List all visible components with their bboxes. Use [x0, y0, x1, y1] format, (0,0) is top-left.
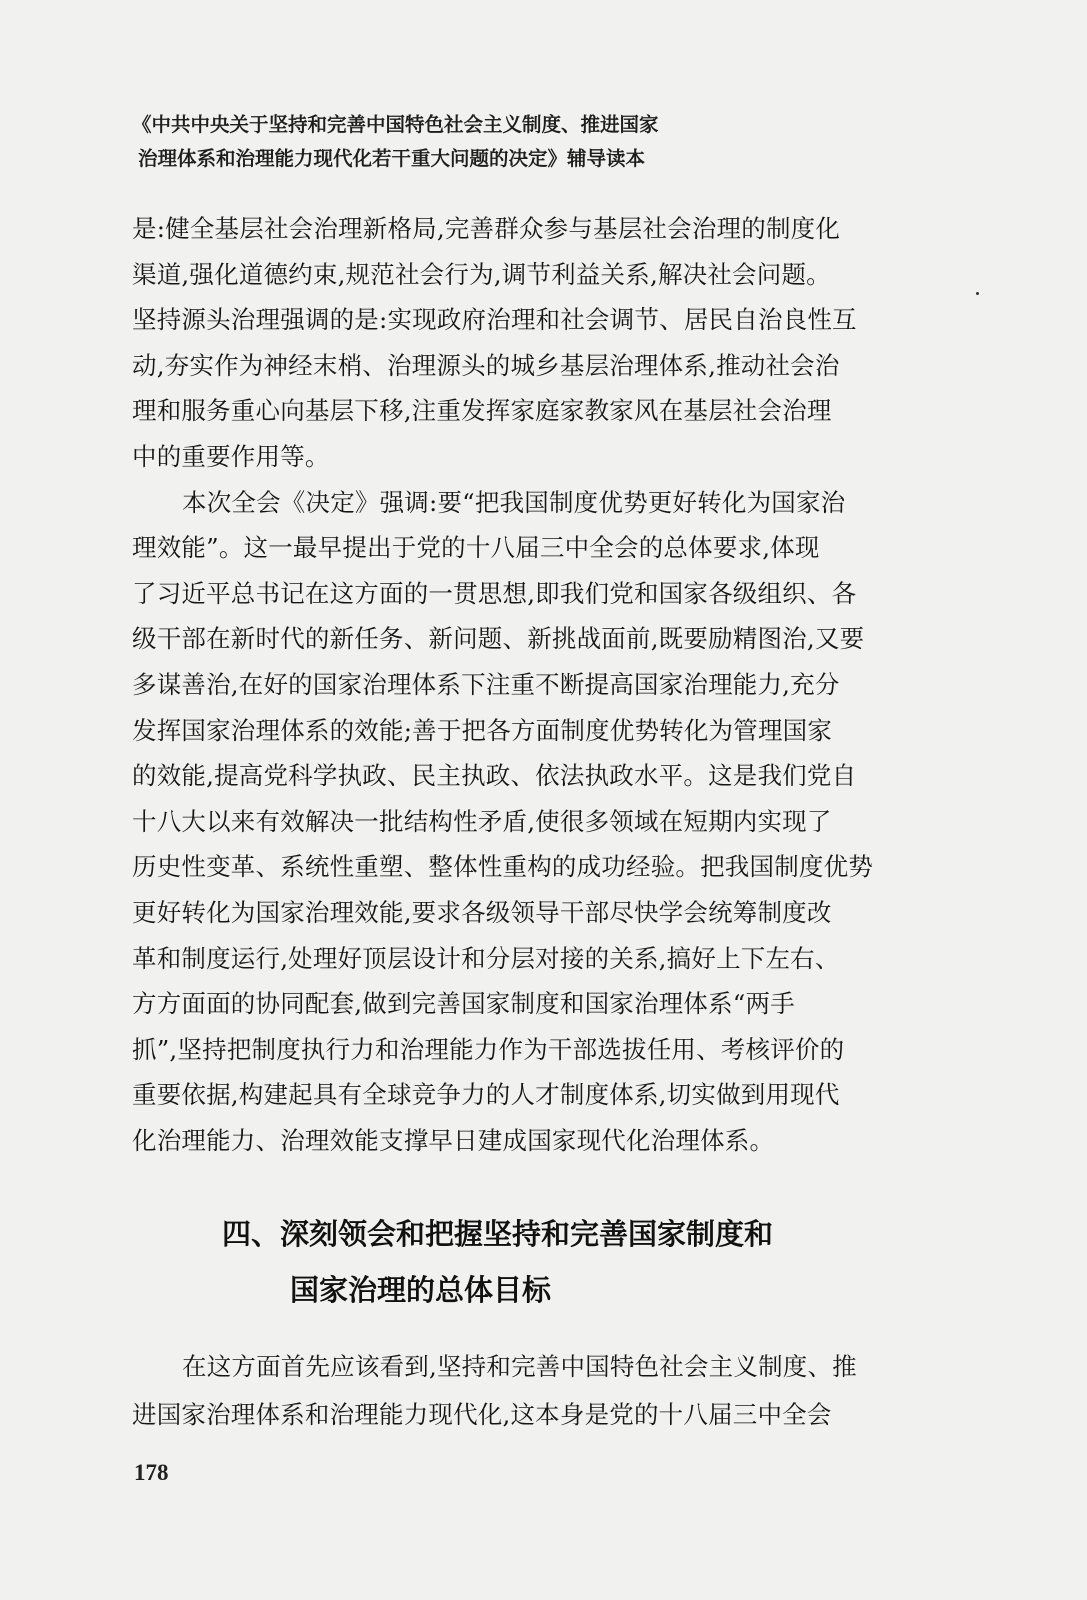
paragraph-2-line: 重要依据,构建起具有全球竞争力的人才制度体系,切实做到用现代	[132, 1080, 840, 1110]
closing-paragraph	[132, 1343, 944, 1439]
paragraph-2-line: 级干部在新时代的新任务、新问题、新挑战面前,既要励精图治,又要	[132, 624, 865, 654]
paragraph-2-line: 更好转化为国家治理效能,要求各级领导干部尽快学会统筹制度改	[132, 897, 832, 927]
running-header-line-2: 治理体系和治理能力现代化若干重大问题的决定》辅导读本	[138, 147, 646, 170]
paragraph-2-line: 了习近平总书记在这方面的一贯思想,即我们党和国家各级组织、各	[132, 578, 857, 608]
paragraph-2-line: 历史性变革、系统性重塑、整体性重构的成功经验。把我国制度优势	[132, 852, 873, 882]
page-number: 178	[134, 1460, 169, 1485]
running-header-line-1: 《中共中央关于坚持和完善中国特色社会主义制度、推进国家	[132, 113, 659, 136]
paragraph-2-line: 发挥国家治理体系的效能;善于把各方面制度优势转化为管理国家	[132, 715, 833, 745]
section-heading	[222, 1206, 942, 1318]
paragraph-1-line: 渠道,强化道德约束,规范社会行为,调节利益关系,解决社会问题。	[132, 259, 831, 289]
paragraph-2-line: 革和制度运行,处理好顶层设计和分层对接的关系,搞好上下左右、	[132, 943, 840, 973]
section-heading-line-1: 四、深刻领会和把握坚持和完善国家制度和	[222, 1217, 774, 1251]
paragraph-2-line: 抓”,坚持把制度执行力和治理能力作为干部选拔任用、考核评价的	[132, 1034, 845, 1064]
scan-speck	[976, 292, 979, 295]
running-header	[132, 108, 952, 176]
paragraph-1-line: 中的重要作用等。	[132, 441, 330, 471]
body-text	[132, 206, 944, 1163]
paragraph-1-line: 是:健全基层社会治理新格局,完善群众参与基层社会治理的制度化	[132, 214, 841, 243]
section-heading-line-2: 国家治理的总体目标	[290, 1273, 552, 1307]
paragraph-1-line: 理和服务重心向基层下移,注重发挥家庭家教家风在基层社会治理	[132, 396, 832, 426]
paragraph-1-line: 坚持源头治理强调的是:实现政府治理和社会调节、居民自治良性互	[132, 305, 857, 335]
paragraph-2-line: 理效能”。这一最早提出于党的十八届三中全会的总体要求,体现	[132, 533, 820, 563]
paragraph-2-line: 十八大以来有效解决一批结构性矛盾,使很多领域在短期内实现了	[132, 806, 832, 836]
paragraph-2-line: 的效能,提高党科学执政、民主执政、依法执政水平。这是我们党自	[132, 761, 857, 791]
paragraph-2-line: 方方面面的协同配套,做到完善国家制度和国家治理体系“两手	[132, 989, 795, 1019]
paragraph-2-line: 化治理能力、治理效能支撑早日建成国家现代化治理体系。	[132, 1125, 775, 1155]
closing-paragraph-line: 在这方面首先应该看到,坚持和完善中国特色社会主义制度、推	[182, 1352, 857, 1381]
closing-paragraph-line: 进国家治理体系和治理能力现代化,这本身是党的十八届三中全会	[132, 1400, 832, 1429]
paragraph-2-line: 多谋善治,在好的国家治理体系下注重不断提高国家治理能力,充分	[132, 669, 840, 699]
paragraph-1-line: 动,夯实作为神经末梢、治理源头的城乡基层治理体系,推动社会治	[132, 350, 840, 380]
paragraph-2-line: 本次全会《决定》强调:要“把我国制度优势更好转化为国家治	[182, 487, 846, 517]
